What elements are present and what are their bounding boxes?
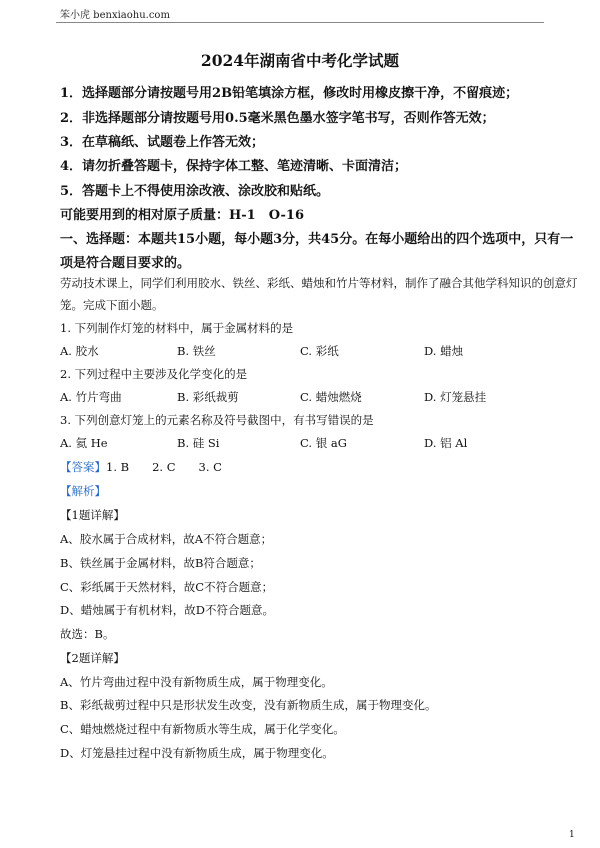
analysis-label: 【解析】 [60,484,106,498]
note-5: 5．答题卡上不得使用涂改液、涂改胶和贴纸。 [60,184,330,199]
question-2-stem: 2. 下列过程中主要涉及化学变化的是 [60,367,248,381]
q1-conclusion: 故选：B。 [60,627,115,641]
note-4: 4．请勿折叠答题卡，保持字体工整、笔迹清晰、卡面清洁； [60,159,408,174]
intro-line1: 劳动技术课上，同学们利用胶水、铁丝、彩纸、蜡烛和竹片等材料，制作了融合其他学科知识的创意灯 [60,276,578,290]
q2-detail-line-a: A、竹片弯曲过程中没有新物质生成，属于物理变化。 [60,675,333,689]
question-3-option-a: A. 氦 He [60,436,108,450]
question-1-option-b: B. 铁丝 [177,344,216,358]
atomic-mass: 可能要用到的相对原子质量：H-1 O-16 [60,208,305,223]
q1-detail-line-a: A、胶水属于合成材料，故A不符合题意； [60,532,273,546]
q2-detail-line-b: B、彩纸裁剪过程中只是形状发生改变，没有新物质生成，属于物理变化。 [60,698,437,712]
note-2: 2．非选择题部分请按题号用0.5毫米黑色墨水签字笔书写，否则作答无效； [60,111,495,126]
question-1-option-d: D. 蜡烛 [424,344,464,358]
question-3-option-d: D. 铝 Al [424,436,468,450]
q1-detail-line-b: B、铁丝属于金属材料，故B符合题意； [60,556,261,570]
page-number: 1 [569,830,575,840]
header-divider [56,22,544,23]
question-2-option-c: C. 蜡烛燃烧 [300,390,362,404]
question-1-option-a: A. 胶水 [60,344,99,358]
answer-value: 1. B 2. C 3. C [106,460,222,474]
q2-detail-heading: 【2题详解】 [60,651,125,665]
question-2-option-d: D. 灯笼悬挂 [424,390,487,404]
q1-detail-line-d: D、蜡烛属于有机材料，故D不符合题意。 [60,603,274,617]
section1-line2: 项是符合题目要求的。 [60,256,191,271]
question-1-option-c: C. 彩纸 [300,344,339,358]
site-header: 笨小虎 benxiaohu.com [60,10,170,21]
question-3-stem: 3. 下列创意灯笼上的元素名称及符号截图中，有书写错误的是 [60,413,374,427]
q2-detail-line-d: D、灯笼悬挂过程中没有新物质生成，属于物理变化。 [60,746,334,760]
q1-detail-heading: 【1题详解】 [60,508,125,522]
q2-detail-line-c: C、蜡烛燃烧过程中有新物质水等生成，属于化学变化。 [60,722,345,736]
question-2-option-a: A. 竹片弯曲 [60,390,122,404]
page-title: 2024年湖南省中考化学试题 [200,51,400,70]
answer-label: 【答案】 [60,460,106,474]
intro-line2: 笼。完成下面小题。 [60,298,164,312]
question-3-option-b: B. 硅 Si [177,436,220,450]
section1-line1: 一、选择题：本题共15小题，每小题3分，共45分。在每小题给出的四个选项中，只有一 [60,232,574,247]
note-3: 3．在草稿纸、试题卷上作答无效； [60,135,265,150]
note-1: 1．选择题部分请按题号用2B铅笔填涂方框，修改时用橡皮擦干净，不留痕迹； [60,86,519,101]
question-2-option-b: B. 彩纸裁剪 [177,390,239,404]
question-1-stem: 1. 下列制作灯笼的材料中，属于金属材料的是 [60,321,294,335]
question-3-option-c: C. 银 aG [300,436,347,450]
answer-line [60,459,222,475]
q1-detail-line-c: C、彩纸属于天然材料，故C不符合题意； [60,580,274,594]
